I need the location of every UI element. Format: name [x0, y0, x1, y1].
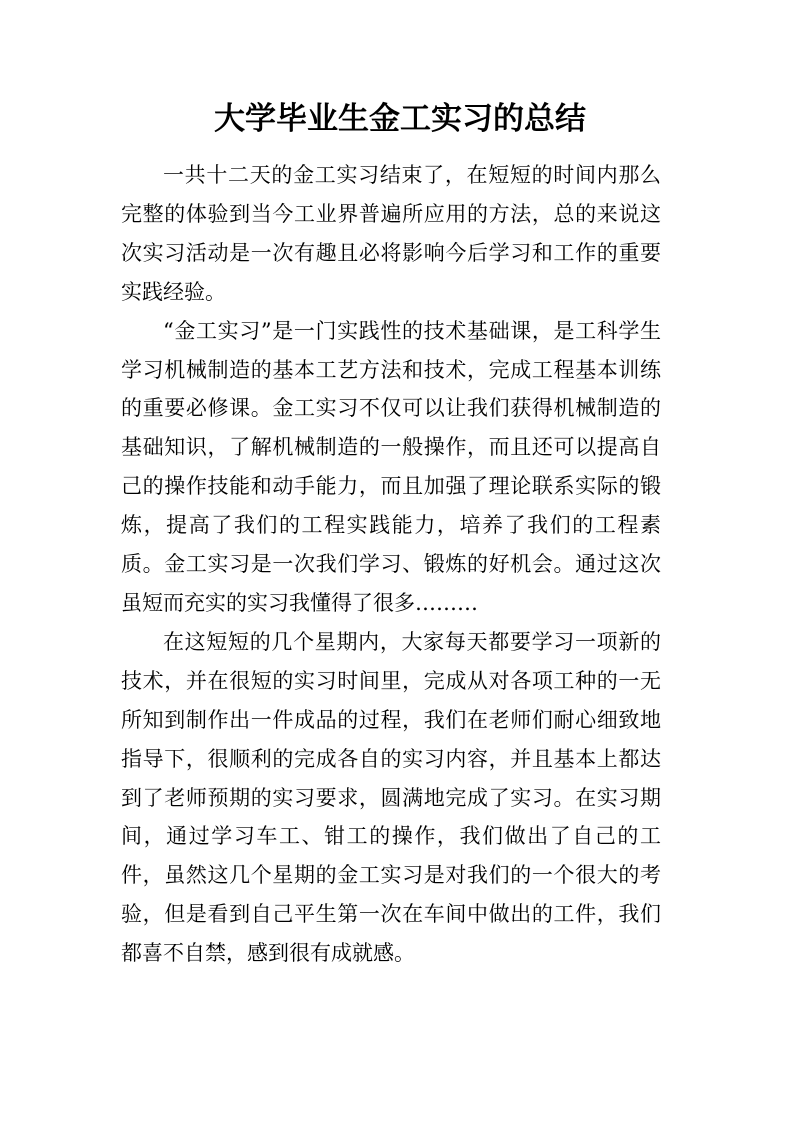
page-title: 大学毕业生金工实习的总结 — [214, 101, 586, 137]
paragraph-3: 在这短短的几个星期内，大家每天都要学习一项新的技术，并在很短的实习时间里，完成从对各项工种的一无所知到制作出一件成品的过程，我们在老师们耐心细致地指导下，很顺利的完成各自的实习内容，并且基本上都达到了老师预期的实习要求，圆满地完成了实习。在实习期间，通过学习车工、钳工的操作，我们做出了自己的工件，虽然这几个星期的金工实习是对我们的一个很大的考验，但是看到自己平生第一次在车间中做出的工件，我们都喜不自禁，感到很有成就感。 — [121, 629, 661, 966]
paragraph-1: 一共十二天的金工实习结束了，在短短的时间内那么完整的体验到当今工业界普遍所应用的方法，总的来说这次实习活动是一次有趣且必将影响今后学习和工作的重要实践经验。 — [121, 163, 661, 304]
document-body — [121, 156, 661, 973]
paragraph-2: “金工实习”是一门实践性的技术基础课，是工科学生学习机械制造的基本工艺方法和技术，完成工程基本训练的重要必修课。金工实习不仅可以让我们获得机械制造的基础知识，了解机械制造的一般操作，而且还可以提高自己的操作技能和动手能力，而且加强了理论联系实际的锻炼，提高了我们的工程实践能力，培养了我们的工程素质。金工实习是一次我们学习、锻炼的好机会。通过这次虽短而充实的实习我懂得了很多……… — [121, 318, 661, 615]
